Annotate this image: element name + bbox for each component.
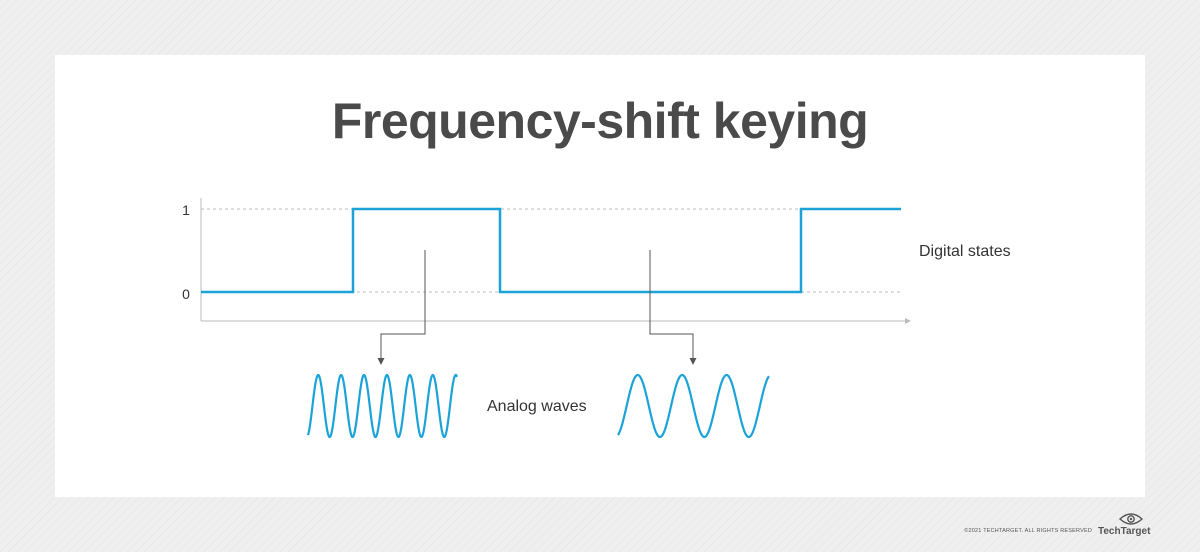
- eye-icon: [1118, 512, 1144, 526]
- x-axis-arrow-icon: [905, 318, 911, 324]
- analog-wave-high-frequency: [308, 375, 457, 437]
- pointer-line-low: [650, 250, 693, 358]
- y-tick-0: 0: [182, 286, 190, 302]
- digital-signal-line: [201, 209, 901, 292]
- y-tick-1: 1: [182, 202, 190, 218]
- copyright-notice: ©2021 TECHTARGET. ALL RIGHTS RESERVED: [964, 528, 1092, 534]
- digital-states-label: Digital states: [919, 243, 1011, 260]
- pointer-line-high: [381, 250, 425, 358]
- pointer-arrow-low-icon: [690, 358, 697, 365]
- pointer-arrow-high-icon: [378, 358, 385, 365]
- analog-waves-label: Analog waves: [487, 398, 587, 415]
- page-title: Frequency-shift keying: [331, 93, 869, 149]
- analog-wave-low-frequency: [618, 375, 769, 437]
- brand-logo: TechTarget: [1098, 526, 1151, 537]
